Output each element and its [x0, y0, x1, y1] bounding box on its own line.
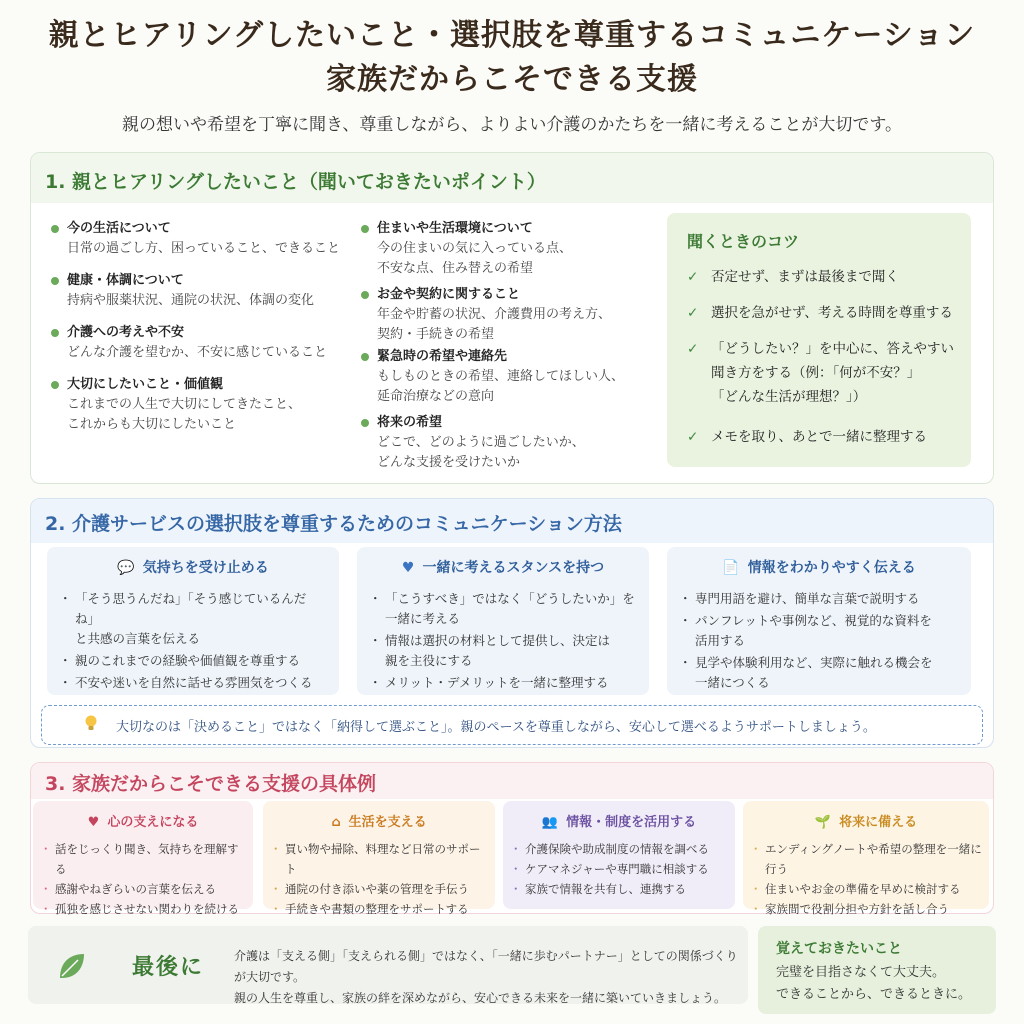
page-title-line2: 家族だからこそできる支援	[326, 62, 698, 97]
tip-text: 「どうしたい？」を中心に、答えやすい 聞き方をする（例：「何が不安？」 「どんな生活が理想？」）	[711, 341, 954, 405]
list-item: ・ 住まいやお金の準備を早めに検討する	[753, 879, 983, 899]
hearing-item-detail: 日常の過ごし方、困っていること、できること	[67, 241, 341, 256]
list-item: ・ メリット・デメリットを一緒に整理する	[371, 673, 639, 693]
hearing-item-heading: 大切にしたいこと・価値観	[49, 375, 349, 395]
speech-bubble-icon: 💬	[117, 560, 135, 576]
support-card-title: 情報・制度を活用する	[566, 815, 697, 830]
method-card-title: 情報をわかりやすく伝える	[747, 560, 916, 576]
tip-item	[687, 425, 961, 449]
sprout-icon: 🌱	[814, 815, 832, 830]
hearing-item	[359, 219, 659, 279]
list-item: ・ 見学や体験利用など、実際に触れる機会を 一緒につくる	[681, 653, 961, 693]
method-card	[667, 547, 971, 695]
support-card	[503, 801, 735, 909]
list-item: ・ 通院の付き添いや薬の管理を手伝う	[273, 879, 489, 899]
heart-icon: ♥	[401, 560, 415, 576]
hearing-item-detail: 年金や貯蓄の状況、介護費用の考え方、 契約・手続きの希望	[377, 307, 612, 342]
list-item: ・ 孤独を感じさせない関わりを続ける	[43, 899, 247, 919]
list-item: ・ エンディングノートや希望の整理を一緒に行う	[753, 839, 983, 879]
tip-text: 選択を急がせず、考える時間を尊重する	[711, 305, 953, 321]
list-item: ・ 「そう思うんだね」「そう感じているんだね」 と共感の言葉を伝える	[61, 589, 329, 649]
method-card-title: 一緒に考えるスタンスを持つ	[422, 560, 605, 576]
list-item: ・ 感謝やねぎらいの言葉を伝える	[43, 879, 247, 899]
listening-tips-box	[667, 213, 971, 467]
hearing-item-detail: 持病や服薬状況、通院の状況、体調の変化	[67, 293, 315, 308]
list-item: ・ 話をじっくり聞き、気持ちを理解する	[43, 839, 247, 879]
people-icon: 👥	[541, 815, 559, 830]
remember-title: 覚えておきたいこと	[776, 941, 902, 957]
tip-item	[687, 265, 961, 289]
tip-text: メモを取り、あとで一緒に整理する	[711, 429, 927, 445]
hearing-item-heading: 将来の希望	[359, 413, 659, 433]
support-card	[33, 801, 253, 916]
tip-item	[687, 301, 961, 325]
hearing-item-detail: どこで、どのように過ごしたいか、 どんな支援を受けたいか	[377, 435, 585, 470]
check-icon: ✓	[687, 341, 699, 357]
leaf-icon	[56, 950, 88, 982]
method-card	[47, 547, 339, 695]
list-item: ・ 買い物や掃除、料理など日常のサポート	[273, 839, 489, 879]
list-item: ・ 情報は選択の材料として提供し、決定は 親を主役にする	[371, 631, 639, 671]
page-title-line1: 親とヒアリングしたいこと・選択肢を尊重するコミュニケーション	[48, 18, 976, 53]
list-item: ・ 「こうすべき」ではなく「どうしたいか」を 一緒に考える	[371, 589, 639, 629]
check-icon: ✓	[687, 429, 699, 445]
list-item: ・ ケアマネジャーや専門職に相談する	[513, 859, 729, 879]
method-card	[357, 547, 649, 695]
hearing-item-detail: 今の住まいの気に入っている点、 不安な点、住み替えの希望	[377, 241, 573, 276]
closing-text: 介護は「支える側」「支えられる側」ではなく、「一緒に歩むパートナー」としての関係づくりが大切です。 親の人生を尊重し、家族の絆を深めながら、安心できる未来を一緒に築いていきましょう。	[234, 949, 738, 1005]
family-support-panel	[30, 762, 994, 914]
list-item: ・ 不安や迷いを自然に話せる雰囲気をつくる	[61, 673, 329, 693]
closing-title: 最後に	[132, 955, 205, 980]
tip-item	[687, 337, 961, 409]
method-card-title: 気持ちを受け止める	[142, 560, 269, 576]
hearing-points-panel	[30, 152, 994, 484]
hearing-item-heading: お金や契約に関すること	[359, 285, 659, 305]
check-icon: ✓	[687, 305, 699, 321]
tips-title: 聞くときのコツ	[687, 232, 800, 251]
document-icon: 📄	[722, 560, 740, 576]
hearing-item-heading: 今の生活について	[49, 219, 349, 239]
hearing-item	[49, 375, 349, 435]
lightbulb-icon	[84, 715, 98, 731]
hearing-item	[359, 413, 659, 473]
hearing-item	[359, 285, 659, 345]
check-icon: ✓	[687, 269, 699, 285]
key-message-note	[41, 705, 983, 745]
list-item: ・ 介護保険や助成制度の情報を調べる	[513, 839, 729, 859]
hearing-item-heading: 緊急時の希望や連絡先	[359, 347, 659, 367]
hearing-item	[359, 347, 659, 407]
support-card-title: 将来に備える	[839, 815, 918, 830]
heart-icon: ♥	[87, 815, 100, 830]
hearing-item-heading: 健康・体調について	[49, 271, 349, 291]
hearing-item-heading: 住まいや生活環境について	[359, 219, 659, 239]
remember-box	[758, 926, 996, 1014]
hearing-item	[49, 219, 349, 259]
support-card-title: 生活を支える	[348, 815, 427, 830]
section1-title: 1. 親とヒアリングしたいこと（聞いておきたいポイント）	[45, 171, 546, 193]
list-item: ・ パンフレットや事例など、視覚的な資料を 活用する	[681, 611, 961, 651]
remember-text: 完璧を目指さなくて大丈夫。 できることから、できるときに。	[776, 965, 972, 1002]
intro-text: 親の想いや希望を丁寧に聞き、尊重しながら、よりよい介護のかたちを一緒に考えることが大切です。	[122, 115, 902, 135]
list-item: ・ 親のこれまでの経験や価値観を尊重する	[61, 651, 329, 671]
key-message-text: 大切なのは「決めること」ではなく「納得して選ぶこと」。親のペースを尊重しながら、安心して選べるようサポートしましょう。	[116, 720, 876, 735]
support-card-title: 心の支えになる	[107, 815, 199, 830]
list-item: ・ 家族間で役割分担や方針を話し合う	[753, 899, 983, 919]
hearing-item-detail: どんな介護を望むか、不安に感じていること	[67, 345, 328, 360]
closing-panel	[28, 926, 748, 1004]
list-item: ・ 専門用語を避け、簡単な言葉で説明する	[681, 589, 961, 609]
hearing-item	[49, 323, 349, 363]
list-item: ・ 家族で情報を共有し、連携する	[513, 879, 729, 899]
home-icon: ⌂	[331, 815, 341, 830]
hearing-item-detail: もしものときの希望、連絡してほしい人、 延命治療などの意向	[377, 369, 625, 404]
hearing-item-heading: 介護への考えや不安	[49, 323, 349, 343]
section3-title: 3. 家族だからこそできる支援の具体例	[45, 773, 377, 795]
section2-title: 2. 介護サービスの選択肢を尊重するためのコミュニケーション方法	[45, 513, 622, 535]
hearing-item	[49, 271, 349, 311]
communication-methods-panel	[30, 498, 994, 748]
hearing-item-detail: これまでの人生で大切にしてきたこと、 これからも大切にしたいこと	[67, 397, 302, 432]
list-item: ・ 手続きや書類の整理をサポートする	[273, 899, 489, 919]
support-card	[743, 801, 989, 916]
tip-text: 否定せず、まずは最後まで聞く	[711, 269, 899, 285]
support-card	[263, 801, 495, 916]
